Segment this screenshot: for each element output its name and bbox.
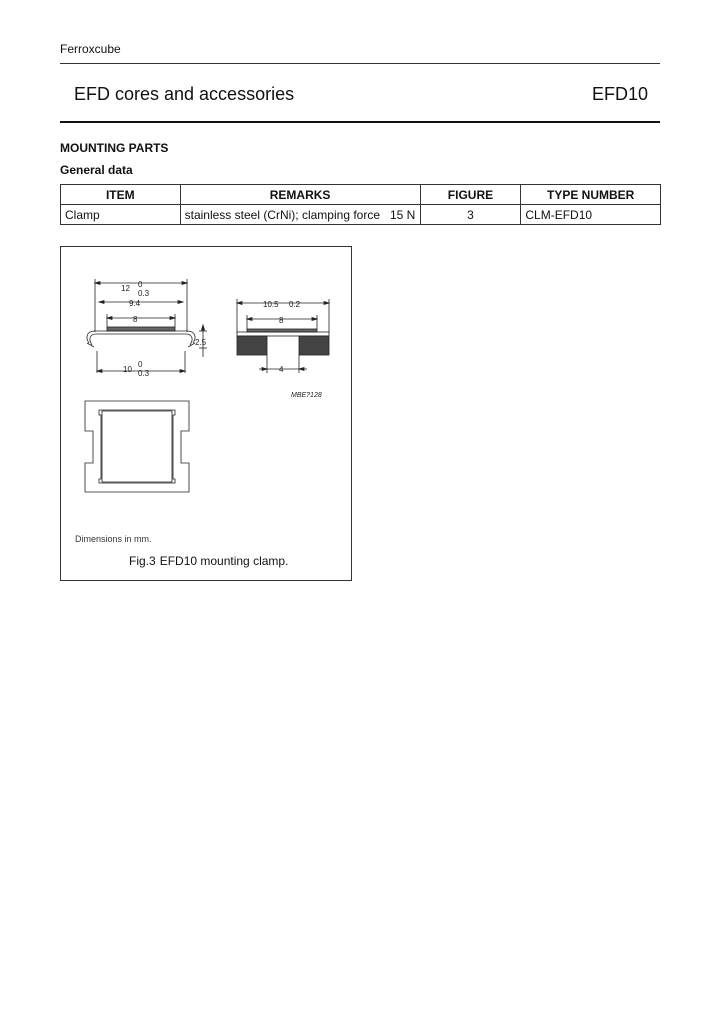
drawing-code: MBE?128 [291, 392, 322, 399]
dim-4: 4 [279, 365, 284, 374]
dimensions-note: Dimensions in mm. [75, 534, 152, 544]
dim-10-5-tol: 0.2 [289, 300, 301, 309]
section-heading: MOUNTING PARTS [60, 141, 169, 155]
cell-figure: 3 [420, 205, 521, 225]
figure-number: Fig.3 [129, 554, 156, 568]
cell-item: Clamp [61, 205, 181, 225]
cell-remarks: stainless steel (CrNi); clamping force 15 N [180, 205, 420, 225]
company-name: Ferroxcube [60, 42, 121, 56]
dim-8-right: 8 [279, 316, 284, 325]
clamp-drawing [61, 247, 351, 580]
dim-10-5: 10.5 [263, 300, 279, 309]
top-view [85, 401, 189, 492]
col-header-item: ITEM [61, 185, 181, 205]
col-header-type-number: TYPE NUMBER [521, 185, 661, 205]
dim-2-5: 2.5 [195, 338, 207, 347]
dim-10-tol-upper: 0 [138, 360, 143, 369]
dim-12-tol-upper: 0 [138, 280, 143, 289]
col-header-figure: FIGURE [420, 185, 521, 205]
document-title: EFD cores and accessories [74, 84, 295, 104]
header-rule [60, 63, 660, 64]
dim-9-4: 9.4 [129, 299, 141, 308]
dim-12-tol-lower: 0.3 [138, 289, 150, 298]
dim-8-left: 8 [133, 315, 138, 324]
cell-type-number: CLM-EFD10 [521, 205, 661, 225]
subheading: General data [60, 163, 133, 177]
table-row [61, 205, 661, 225]
figure-caption-text: EFD10 mounting clamp. [159, 554, 289, 568]
col-header-remarks: REMARKS [180, 185, 420, 205]
dim-12: 12 [121, 284, 130, 293]
dim-10-tol-lower: 0.3 [138, 369, 150, 378]
table-header-row [61, 185, 661, 205]
part-id: EFD10 [591, 84, 648, 104]
general-data-table [60, 184, 661, 225]
dim-10: 10 [123, 365, 132, 374]
figure-box [60, 246, 352, 581]
figure-caption [129, 554, 292, 568]
end-view [237, 299, 329, 373]
title-rule [60, 121, 660, 123]
